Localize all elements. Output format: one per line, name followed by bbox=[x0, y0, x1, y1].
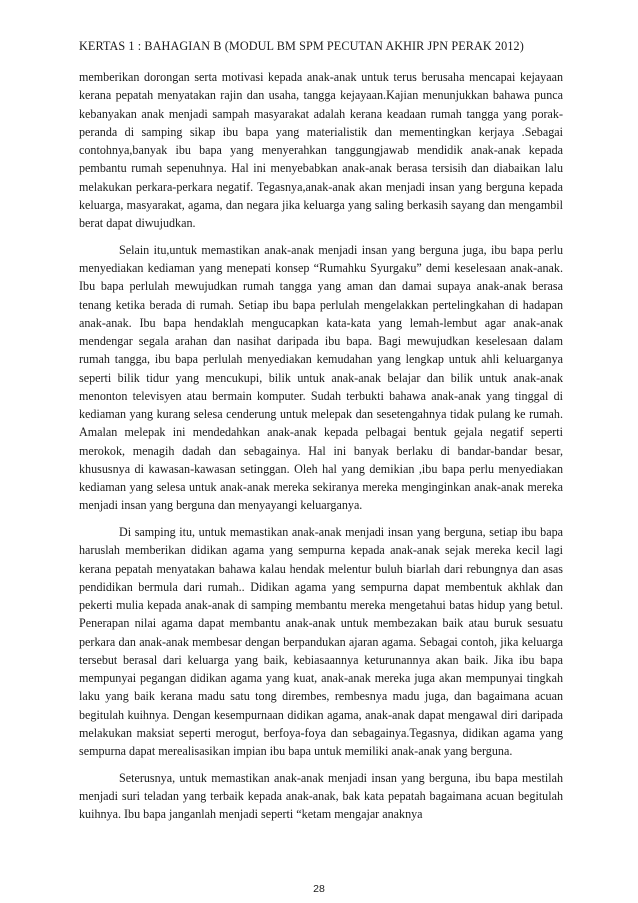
page-number: 28 bbox=[313, 883, 325, 895]
running-header: KERTAS 1 : BAHAGIAN B (MODUL BM SPM PECUTAN AKHIR JPN PERAK 2012) bbox=[79, 39, 524, 53]
paragraph-3: Di samping itu, untuk memastikan anak-anak menjadi insan yang berguna, setiap ibu bapa haruslah memberikan didikan agama yang sempurna kepada anak-anak sejak mereka kecil lagi kerana pepatah menyatakan bahawa kalau hendak melentur buluh biarlah dari rebungnya dan asas pendidikan bermula dari rumah.. Didikan agama yang sempurna dapat membentuk akhlak dan pekerti mulia kepada anak-anak di samping membantu mereka mengetahui batas hidup yang betul. Penerapan nilai agama dapat membantu anak-anak untuk membezakan baik atau buruk sesuatu perkara dan anak-anak membesar dengan berpandukan ajaran agama. Sebagai contoh, jika keluarga tersebut berasal dari keluarga yang baik, kebiasaannya keturunannya akan baik. Jika ibu bapa mempunyai pegangan didikan agama yang kuat, anak-anak mereka juga akan mempunyai tingkah laku yang baik kerana madu satu tong dirembes, rembesnya madu juga, dan bagaimana acuan begitulah kuihnya. Dengan kesempurnaan didikan agama, anak-anak dapat mengawal diri daripada melakukan maksiat seperti merogut, berfoya-foya dan sebagainya.Tegasnya, didikan agama yang sempurna dapat merealisasikan impian ibu bapa untuk memiliki anak-anak yang berguna. bbox=[79, 525, 563, 758]
document-page bbox=[79, 38, 563, 832]
paragraph-1: memberikan dorongan serta motivasi kepada anak-anak untuk terus berusaha mencapai kejayaan kerana pepatah menyatakan rajin dan usaha, tangga kejayaan.Kajian menunjukkan bahawa punca kebanyakan anak menjadi sampah masyarakat adalah kerana keadaan rumah tangga yang porak-peranda di samping sikap ibu bapa yang materialistik dan mementingkan kerjaya .Sebagai contohnya,banyak ibu bapa yang menyerahkan tanggungjawab mendidik anak-anak kepada pembantu rumah sepenuhnya. Hal ini menyebabkan anak-anak berasa tersisih dan diabaikan lalu melakukan perkara-perkara negatif. Tegasnya,anak-anak akan menjadi insan yang berguna kepada keluarga, masyarakat, agama, dan negara jika keluarga yang saling berkasih sayang dan mengambil berat dapat diwujudkan. bbox=[79, 70, 563, 230]
paragraph-4: Seterusnya, untuk memastikan anak-anak menjadi insan yang berguna, ibu bapa mestilah menjadi suri teladan yang terbaik kepada anak-anak, bak kata pepatah bagaimana acuan begitulah kuihnya. Ibu bapa janganlah menjadi seperti “ketam mengajar anaknya bbox=[79, 770, 563, 822]
paragraph-2: Selain itu,untuk memastikan anak-anak menjadi insan yang berguna juga, ibu bapa perlu menyediakan kediaman yang menepati konsep “Rumahku Syurgaku” demi keselesaan anak-anak. Ibu bapa perlulah mewujudkan rumah tangga yang aman dan damai supaya anak-anak berasa tenang ketika berada di rumah. Setiap ibu bapa perlulah mengelakkan pertelingkahan di hadapan anak-anak. Ibu bapa hendaklah mengucapkan kata-kata yang lemah-lembut agar anak-anak mendengar segala arahan dan nasihat daripada ibu bapa. Bagi mewujudkan keselesaan dalam rumah tangga, ibu bapa perlulah menyediakan kemudahan yang lengkap untuk ahli keluarganya seperti bilik tidur yang mencukupi, bilik untuk anak-anak belajar dan bilik untuk anak-anak menonton televisyen atau bermain komputer. Sudah terbukti bahawa anak-anak yang tinggal di kediaman yang kurang selesa cenderung untuk melepak dan sesetengahnya tidak pulang ke rumah. Amalan melepak ini mendedahkan anak-anak kepada pelbagai bentuk gejala negatif seperti merokok, menagih dadah dan sebagainya. Hal ini banyak berlaku di bandar-bandar besar, khususnya di kawasan-kawasan setinggan. Oleh hal yang demikian ,ibu bapa perlu menyediakan kediaman yang selesa untuk anak-anak mereka sekiranya mereka menginginkan anak-anak mereka menjadi insan yang berguna dan menyayangi keluarganya. bbox=[79, 242, 563, 513]
